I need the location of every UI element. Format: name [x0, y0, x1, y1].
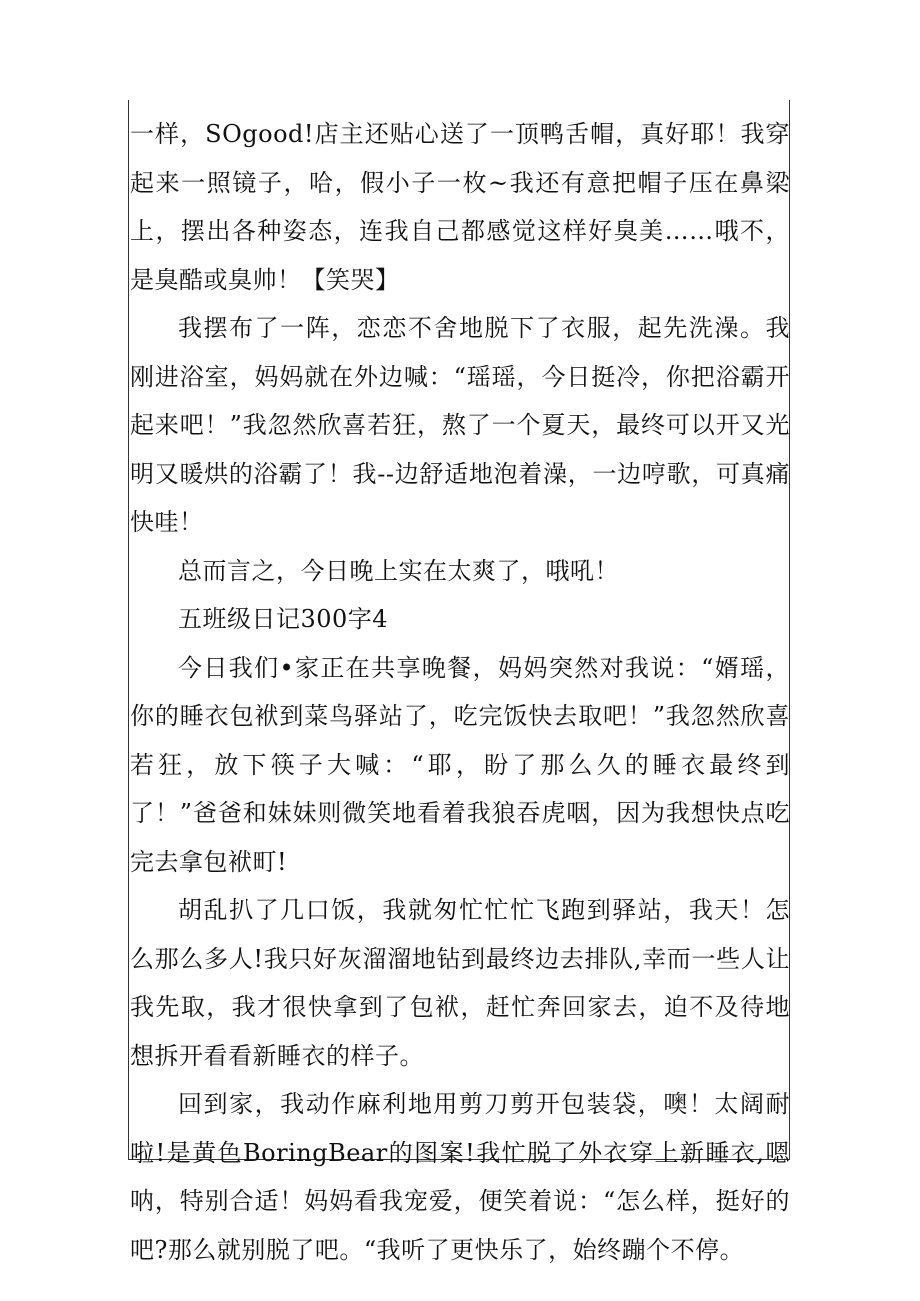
- paragraph-1: 一样，SOgood!店主还贴心送了一顶鸭舌帽，真好耶！我穿起来一照镜子，哈，假小子一枚~我还有意把帽子压在鼻梁上，摆出各种姿态，连我自己都感觉这样好臭美……哦不，是臭酷或臭帅！【笑哭】: [130, 120, 790, 294]
- diary-content: [130, 110, 790, 1274]
- paragraph-2: 我摆布了一阵，恋恋不舍地脱下了衣服，起先洗澡。我刚进浴室，妈妈就在外边喊：“瑶瑶，今日挺冷，你把浴霸开起来吧！”我忽然欣喜若狂，熬了一个夏天，最终可以开又光明又暖烘的浴霸了！我--边舒适地泡着澡，一边哼歌，可真痛快哇！: [130, 314, 790, 536]
- paragraph-5: 胡乱扒了几口饭，我就匆忙忙忙飞跑到驿站，我天！怎么那么多人!我只好灰溜溜地钻到最终边去排队,幸而一些人让我先取，我才很快拿到了包袱，赶忙奔回家去，迫不及待地想拆开看看新睡衣的样子。: [130, 896, 790, 1070]
- paragraph-3: 总而言之，今日晚上实在太爽了，哦吼！: [178, 556, 619, 585]
- paragraph-4: 今日我们•家正在共享晚餐，妈妈突然对我说：“婿瑶，你的睡衣包袱到菜鸟驿站了，吃完饭快去取吧！”我忽然欣喜若狂，放下筷子大喊：“耶，盼了那么久的睡衣最终到了！”爸爸和妹妹则微笑地看着我狼吞虎咽，因为我想快点吃完去拿包袱町!: [130, 653, 790, 876]
- section-title: 五班级日记300字4: [178, 605, 389, 633]
- paragraph-6: 回到家，我动作麻利地用剪刀剪开包装袋，噢！太阔耐啦!是黄色BoringBear的图案!我忙脱了外衣穿上新睡衣,嗯呐，特别合适！妈妈看我宠爱，便笑着说：“怎么样，挺好的吧?那么就别脱了吧。“我听了更快乐了，始终蹦个不停。: [130, 1090, 790, 1264]
